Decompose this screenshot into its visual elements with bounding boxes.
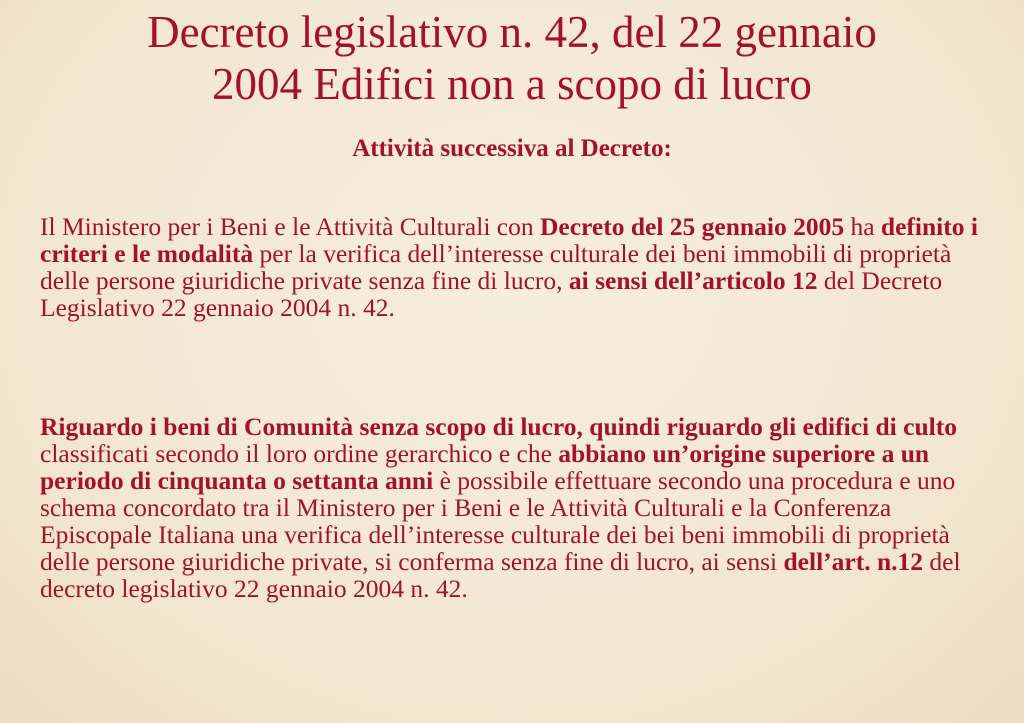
p2-text-3: del decreto legislativo 22 gennaio 2004 n. 42. xyxy=(40,547,961,603)
p1-bold-3: ai sensi dell’articolo 12 xyxy=(568,266,818,295)
p1-text-1: Il Ministero per i Beni e le Attività Culturali con xyxy=(40,212,540,241)
p2-bold-3: dell’art. n.12 xyxy=(783,547,924,576)
p2-bold-2: abbiano un’origine superiore a un periodo di cinquanta o settanta anni xyxy=(40,439,930,495)
slide-subtitle: Attività successiva al Decreto: xyxy=(352,135,672,162)
p2-text-1: classificati secondo il loro ordine gerarchico e che xyxy=(40,439,559,468)
p1-bold-2: definito i criteri e le modalità xyxy=(40,212,978,268)
title-line-1: Decreto legislativo n. 42, del 22 gennaio xyxy=(147,7,877,57)
p1-text-4: del Decreto Legislativo 22 gennaio 2004 n. 42. xyxy=(40,266,943,322)
p1-text-2: ha xyxy=(844,212,881,241)
slide-title xyxy=(0,6,1024,110)
p1-bold-1: Decreto del 25 gennaio 2005 xyxy=(540,212,845,241)
paragraph-decree-2005 xyxy=(40,213,990,321)
title-line-2: 2004 Edifici non a scopo di lucro xyxy=(212,59,812,109)
p1-text-3: per la verifica dell’interesse culturale dei beni immobili di proprietà delle persone giuridiche private senza fine di lucro, xyxy=(40,239,952,295)
p2-text-2: è possibile effettuare secondo una procedura e uno schema concordato tra il Ministero per i Beni e le Attività Culturali e la Conferenza Episcopale Italiana una verifica dell’interesse culturale dei bei beni immobili di proprietà delle persone giuridiche private, si conferma senza fine di lucro, ai sensi xyxy=(40,466,956,576)
paragraph-community-buildings xyxy=(40,413,990,602)
p2-bold-1: Riguardo i beni di Comunità senza scopo di lucro, quindi riguardo gli edifici di culto xyxy=(40,412,957,441)
